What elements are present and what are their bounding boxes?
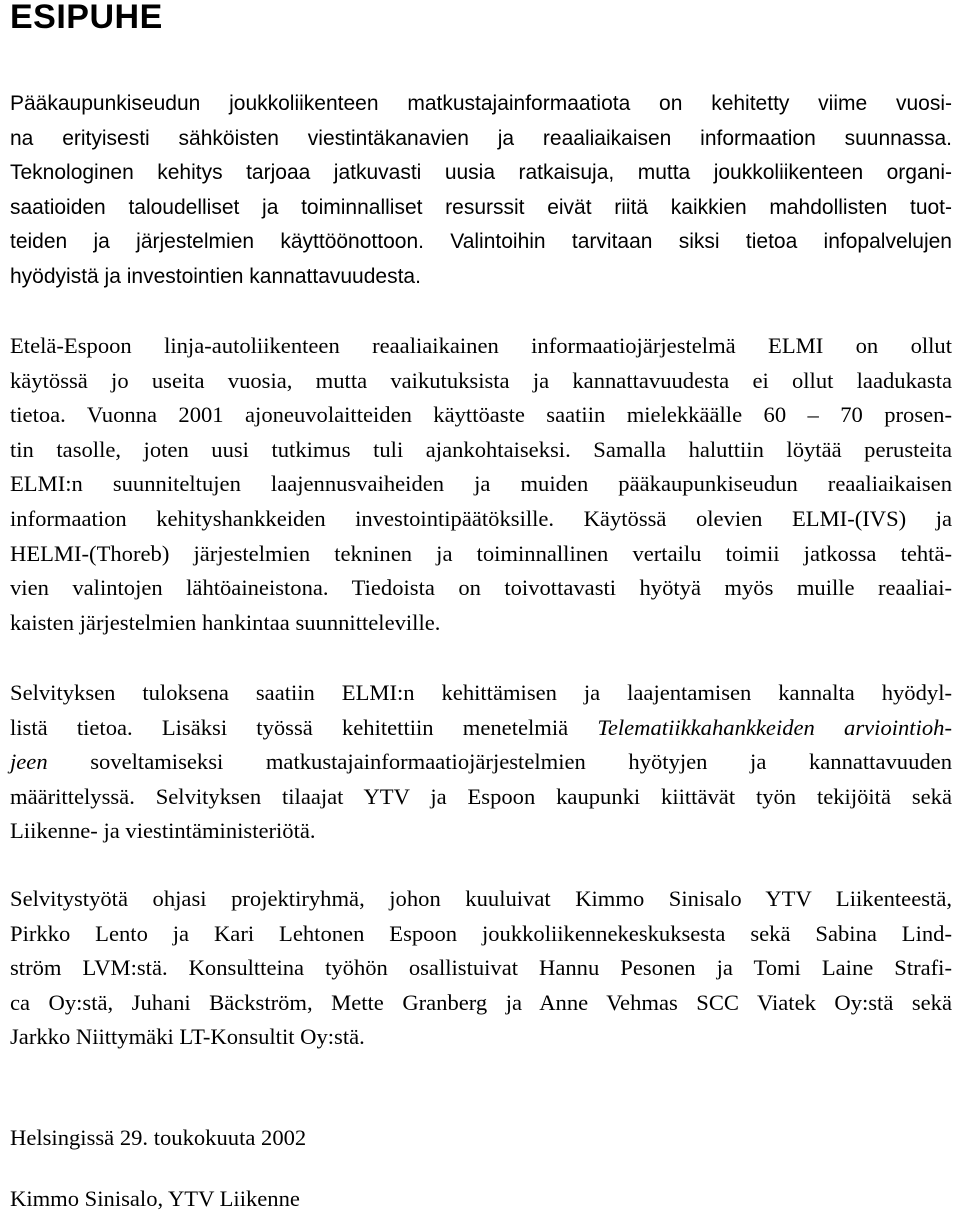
paragraph-line: tin tasolle, joten uusi tutkimus tuli ajankohtaiseksi. Samalla haluttiin löytää perusteita: [10, 436, 952, 462]
paragraph-line: HELMI-(Thoreb) järjestelmien tekninen ja toiminnallinen vertailu toimii jatkossa tehtä-: [10, 540, 952, 566]
paragraph-line: saatioiden taloudelliset ja toiminnalliset resurssit eivät riitä kaikkien mahdollisten tuot-: [10, 195, 952, 219]
italic-title-text: jeen: [10, 749, 48, 775]
paragraph-line: määrittelyssä. Selvityksen tilaajat YTV ja Espoon kaupunki kiittävät työn tekijöitä sekä: [10, 783, 952, 809]
paragraph-line: informaation kehityshankkeiden investointipäätöksille. Käytössä olevien ELMI-(IVS) ja: [10, 505, 952, 531]
paragraph-elmi: [10, 329, 952, 640]
paragraph-text: listä tietoa. Lisäksi työssä kehitettiin menetelmiä: [10, 714, 598, 740]
paragraph-line: tietoa. Vuonna 2001 ajoneuvolaitteiden käyttöaste saatiin mielekkäälle 60 – 70 prosen-: [10, 402, 952, 428]
document-page: [10, 0, 952, 1211]
paragraph-line: Liikenne- ja viestintäministeriötä.: [10, 818, 316, 844]
paragraph-line: hyödyistä ja investointien kannattavuudesta.: [10, 264, 421, 288]
paragraph-line: Selvitystyötä ohjasi projektiryhmä, johon kuuluivat Kimmo Sinisalo YTV Liikenteestä,: [10, 886, 952, 911]
signature-name: Kimmo Sinisalo, YTV Liikenne: [10, 1186, 300, 1211]
paragraph-project-group: [10, 882, 952, 1055]
paragraph-line: Etelä-Espoon linja-autoliikenteen reaaliaikainen informaatiojärjestelmä ELMI on ollut: [10, 333, 952, 358]
paragraph-text: soveltamiseksi matkustajainformaatiojärjestelmien hyötyjen ja kannattavuuden: [47, 749, 952, 775]
paragraph-line: ström LVM:stä. Konsultteina työhön osallistuivat Hannu Pesonen ja Tomi Laine Strafi-: [10, 955, 952, 981]
paragraph-line: [10, 745, 952, 780]
paragraph-line: ELMI:n suunniteltujen laajennusvaiheiden ja muiden pääkaupunkiseudun reaaliaikaisen: [10, 471, 952, 497]
paragraph-line: teiden ja järjestelmien käyttöönottoon. Valintoihin tarvitaan siksi tietoa infopalvelujen: [10, 230, 952, 254]
paragraph-line: Pirkko Lento ja Kari Lehtonen Espoon joukkoliikennekeskuksesta sekä Sabina Lind-: [10, 920, 952, 946]
paragraph-line: Selvityksen tuloksena saatiin ELMI:n kehittämisen ja laajentamisen kannalta hyödyl-: [10, 680, 952, 705]
paragraph-line: Teknologinen kehitys tarjoaa jatkuvasti uusia ratkaisuja, mutta joukkoliikenteen organi-: [10, 161, 952, 185]
paragraph-line: Pääkaupunkiseudun joukkoliikenteen matkustajainformaatiota on kehitetty viime vuosi-: [10, 92, 952, 115]
paragraph-line: kaisten järjestelmien hankintaa suunnitteleville.: [10, 609, 441, 635]
paragraph-line: na erityisesti sähköisten viestintäkanavien ja reaaliaikaisen informaation suunnassa.: [10, 126, 952, 150]
paragraph-line: [10, 711, 952, 746]
paragraph-results: [10, 676, 952, 849]
italic-title-text: Telematiikkahankkeiden arviointioh-: [597, 714, 952, 740]
paragraph-intro: [10, 87, 952, 295]
paragraph-line: ca Oy:stä, Juhani Bäckström, Mette Granberg ja Anne Vehmas SCC Viatek Oy:stä sekä: [10, 989, 952, 1015]
paragraph-line: vien valintojen lähtöaineistona. Tiedoista on toivottavasti hyötyä myös muille reaaliai-: [10, 575, 952, 601]
paragraph-line: käytössä jo useita vuosia, mutta vaikutuksista ja kannattavuudesta ei ollut laadukasta: [10, 367, 952, 393]
signature-place-date: Helsingissä 29. toukokuuta 2002: [10, 1125, 307, 1150]
page-title: ESIPUHE: [10, 0, 163, 36]
paragraph-line: Jarkko Niittymäki LT-Konsultit Oy:stä.: [10, 1024, 365, 1050]
